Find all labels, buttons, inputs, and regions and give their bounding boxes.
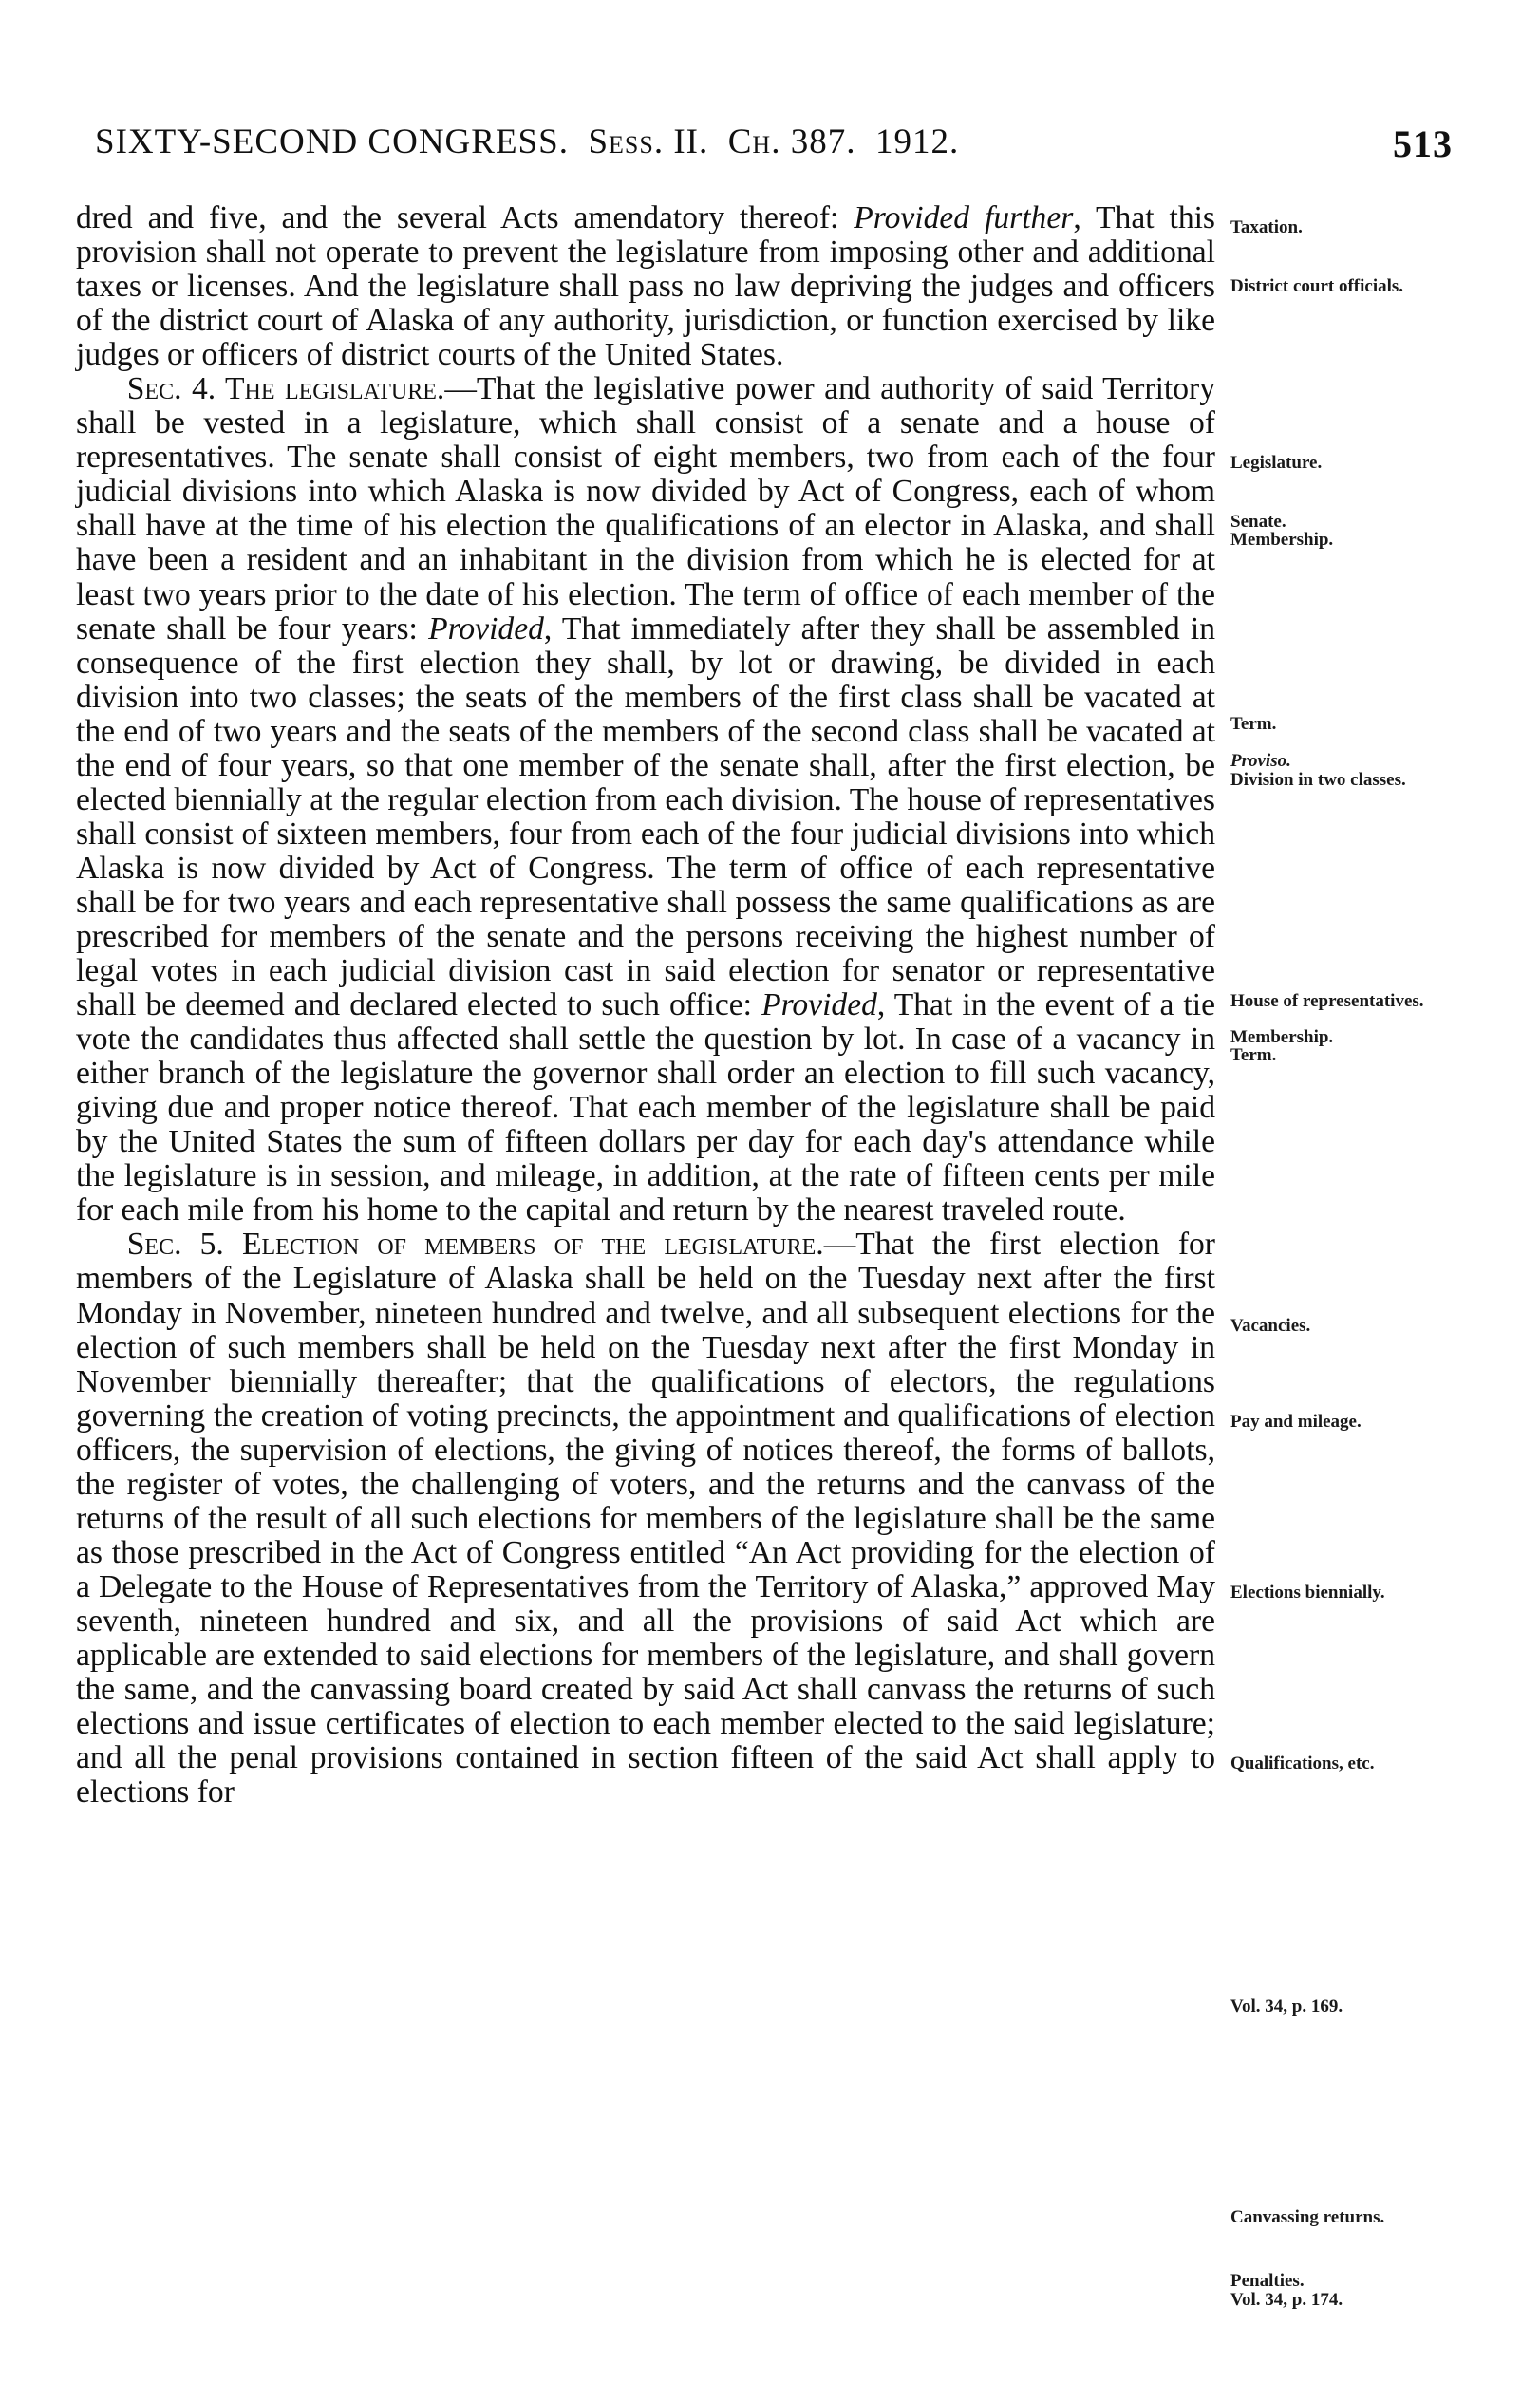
proviso-italic: Provided further: [854, 200, 1074, 235]
chapter-label: Ch. 387.: [727, 122, 856, 161]
text-run: dred and five, and the several Acts amendatory thereof:: [76, 200, 855, 235]
text-run: , That in the event of a tie vote the candidates thus affected shall settle the question by lot. In case of a vacancy in either branch of the legislature the governor shall order an election to fill such vacancy, giving due and proper notice thereof. That each member of the legislature shall be paid by the United States the sum of fifteen dollars per day for each day's attendance while the legislature is in session, and mileage, in addition, at the rate of fifteen cents per mile for each mile from his home to the capital and return by the nearest traveled route.: [76, 987, 1215, 1228]
section-label: Sec. 4.: [126, 371, 225, 407]
margin-note-district-court: District court officials.: [1230, 276, 1404, 296]
text-run: —That the legislative power and authority of said Territory shall be vested in a legislature, which shall consist of a senate and a house of representatives. The senate shall consist of eight members, two from each of the four judicial divisions into which Alaska is now divided by Act of Congress, each of whom shall have at the time of his election the qualifications of an elector in Alaska, and shall have been a resident and an inhabitant in the division from which he is elected for at least two years prior to the date of his election. The term of office of each member of the senate shall be four years:: [76, 371, 1216, 647]
proviso-italic: Provided: [761, 987, 877, 1023]
margin-note-term-2: Term.: [1230, 1045, 1277, 1065]
section-title: Election of members of the legislature.: [242, 1227, 824, 1263]
proviso-italic: Provided: [428, 610, 544, 647]
margin-note-term: Term.: [1230, 714, 1277, 734]
running-header: [95, 122, 1453, 169]
paragraph-continuation: [76, 201, 1215, 372]
running-title: SIXTY-SECOND CONGRESS.: [95, 122, 569, 161]
margin-note-pay: Pay and mileage.: [1230, 1412, 1362, 1432]
margin-note-qualifications: Qualifications, etc.: [1230, 1753, 1375, 1773]
margin-note-house: House of representatives.: [1230, 991, 1424, 1011]
session-label: Sess. II.: [588, 122, 709, 161]
section-label: Sec. 5.: [126, 1227, 242, 1263]
section-4: [76, 372, 1215, 1228]
statute-text: [76, 201, 1215, 1809]
margin-note-canvassing: Canvassing returns.: [1230, 2207, 1385, 2227]
page-number: 513: [1393, 122, 1453, 165]
section-title: The legislature.: [224, 371, 445, 407]
margin-note-division: Division in two classes.: [1230, 770, 1406, 790]
margin-note-proviso: Proviso.: [1230, 751, 1291, 771]
running-title-line: [95, 122, 959, 162]
margin-note-membership-2: Membership.: [1230, 1027, 1334, 1047]
margin-note-elections: Elections biennially.: [1230, 1583, 1385, 1603]
text-run: , That immediately after they shall be assembled in consequence of the first election they shall, by lot or drawing, be divided in each division into two classes; the seats of the members of the first class shall be vacated at the end of two years and the seats of the members of the second class shall be vacated at the end of four years, so that one member of the senate shall, after the first election, be elected biennially at the regular election from each division. The house of representatives shall consist of sixteen members, four from each of the four judicial divisions into which Alaska is now divided by Act of Congress. The term of office of each representative shall be for two years and each representative shall possess the same qualifications as are prescribed for members of the senate and the persons receiving the highest number of legal votes in each judicial division cast in said election for senator or representative shall be deemed and declared elected to such office:: [76, 610, 1215, 1023]
margin-note-legislature: Legislature.: [1230, 453, 1323, 473]
margin-note-taxation: Taxation.: [1230, 217, 1303, 237]
year-label: 1912.: [874, 122, 960, 161]
margin-note-vol-174: Vol. 34, p. 174.: [1230, 2290, 1343, 2310]
margin-note-membership: Membership.: [1230, 530, 1334, 550]
margin-note-vol-169: Vol. 34, p. 169.: [1230, 1997, 1343, 2016]
margin-note-penalties: Penalties.: [1230, 2271, 1305, 2291]
margin-note-senate: Senate.: [1230, 512, 1286, 532]
text-run: , That this provision shall not operate to prevent the legislature from imposing other and additional taxes or licenses. And the legislature shall pass no law depriving the judges and officers of the district court of Alaska of any authority, jurisdiction, or function exercised by like judges or officers of district courts of the United States.: [76, 200, 1215, 373]
section-5: [76, 1228, 1215, 1809]
text-run: —That the first election for members of the Legislature of Alaska shall be held on the Tuesday next after the first Monday in November, nineteen hundred and twelve, and all subsequent elections for the election of such members shall be held on the Tuesday next after the first Monday in November biennially thereafter; that the qualifications of electors, the regulations governing the creation of voting precincts, the appointment and qualifications of election officers, the supervision of elections, the giving of notices thereof, the forms of ballots, the register of votes, the challenging of voters, and the returns and the canvass of the returns of the result of all such elections for members of the legislature shall be the same as those prescribed in the Act of Congress entitled “An Act providing for the election of a Delegate to the House of Representatives from the Territory of Alaska,” approved May seventh, nineteen hundred and six, and all the provisions of said Act which are applicable are extended to said elections for members of the legislature, and shall govern the same, and the canvassing board created by said Act shall canvass the returns of such elections and issue certificates of election to each member elected to the said legislature; and all the penal provisions contained in section fifteen of the said Act shall apply to elections for: [76, 1227, 1215, 1810]
margin-note-vacancies: Vacancies.: [1230, 1316, 1311, 1336]
